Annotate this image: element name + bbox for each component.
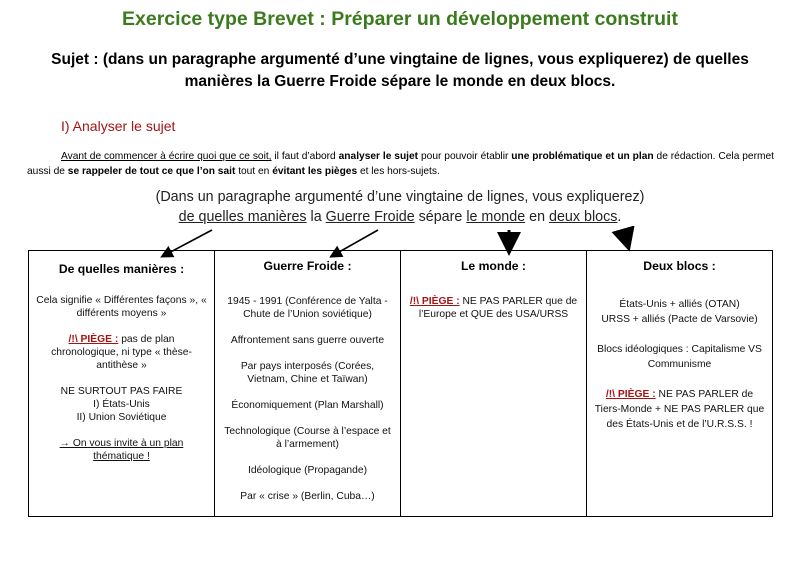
intro-text: il faut d’abord	[271, 151, 339, 162]
line: États-Unis + alliés (OTAN)	[619, 299, 740, 310]
column-text	[35, 385, 208, 424]
trap-label: /!\ PIÈGE :	[68, 334, 119, 345]
section-heading: I) Analyser le sujet	[61, 118, 176, 134]
line: I) États-Unis	[93, 399, 150, 410]
trap-text: NE PAS PARLER de Tiers-Monde + NE PAS PARLER que des États-Unis et de l’U.R.S.S. !	[594, 389, 765, 430]
prompt-text: .	[617, 209, 622, 225]
subject-prompt	[60, 187, 740, 227]
column-heading: Le monde :	[460, 259, 526, 273]
intro-emphasis: évitant les pièges	[272, 166, 358, 177]
trap-text: pas de plan chronologique, ni type « thèse-antithèse »	[51, 334, 192, 371]
line: NE SURTOUT PAS FAIRE	[60, 386, 183, 397]
trap-text: NE PAS PARLER que de l’Europe et QUE des USA/URSS	[418, 296, 578, 320]
column-text: Cela signifie « Différentes façons », « différents moyens »	[36, 295, 207, 319]
column-guerre-froide	[215, 251, 401, 517]
line: II) Union Soviétique	[76, 412, 167, 423]
line: URSS + alliés (Pacte de Varsovie)	[601, 314, 758, 325]
trap-label: /!\ PIÈGE :	[605, 389, 656, 400]
column-text: Blocs idéologiques : Capitalisme VS Communisme	[597, 344, 762, 370]
column-text: 1945 - 1991 (Conférence de Yalta - Chute de l’Union soviétique)	[227, 296, 388, 320]
trap-note	[407, 295, 580, 321]
column-le-monde	[401, 251, 587, 517]
trap-label: /!\ PIÈGE :	[409, 296, 460, 307]
column-heading: Deux blocs :	[643, 259, 716, 273]
keyword-guerre-froide: Guerre Froide	[325, 209, 415, 225]
prompt-text: en	[525, 209, 550, 225]
column-text: Technologique (Course à l’espace et à l’armement)	[224, 426, 391, 450]
column-text: Économiquement (Plan Marshall)	[231, 400, 384, 411]
intro-text: pour pouvoir établir	[418, 151, 512, 162]
analysis-table	[28, 250, 773, 517]
arrow-icon	[624, 232, 628, 246]
prompt-text: la	[306, 209, 326, 225]
trap-note	[35, 333, 208, 372]
column-text: Par « crise » (Berlin, Cuba…)	[240, 491, 375, 502]
page-title: Exercice type Brevet : Préparer un développement construit	[122, 8, 678, 30]
prompt-line-1: (Dans un paragraphe argumenté d’une vingtaine de lignes, vous expliquerez)	[155, 189, 645, 205]
intro-lead: Avant de commencer à écrire quoi que ce soit,	[61, 151, 272, 162]
column-text: Par pays interposés (Corées, Vietnam, Chine et Taïwan)	[240, 361, 375, 385]
column-heading: Guerre Froide :	[263, 259, 352, 273]
column-text: Idéologique (Propagande)	[247, 465, 368, 476]
trap-note	[593, 387, 766, 432]
keyword-deux-blocs: deux blocs	[549, 209, 618, 225]
column-heading: De quelles manières :	[58, 262, 185, 276]
intro-paragraph	[27, 149, 774, 179]
column-deux-blocs	[587, 251, 773, 517]
intro-emphasis: une problématique et un plan	[511, 151, 654, 162]
intro-text: tout en	[235, 166, 273, 177]
column-manieres	[29, 251, 215, 517]
keyword-le-monde: le monde	[466, 209, 526, 225]
intro-text: de rédaction. Cela permet aussi de	[27, 151, 774, 177]
subject-statement: Sujet : (dans un paragraphe argumenté d’une vingtaine de lignes, vous expliquerez) de quelles manières la Guerre Froide sépare le monde en deux blocs.	[51, 51, 749, 90]
intro-emphasis: se rappeler de tout ce que l’on sait	[67, 166, 236, 177]
column-text	[593, 297, 766, 327]
keyword-manieres: de quelles manières	[178, 209, 307, 225]
column-text: Affrontement sans guerre ouverte	[230, 335, 385, 346]
intro-emphasis: analyser le sujet	[338, 151, 419, 162]
prompt-text: sépare	[414, 209, 467, 225]
plan-hint: → On vous invite à un plan thématique !	[59, 438, 184, 462]
intro-text: et les hors-sujets.	[357, 166, 440, 177]
prompt-line-2	[60, 207, 740, 227]
